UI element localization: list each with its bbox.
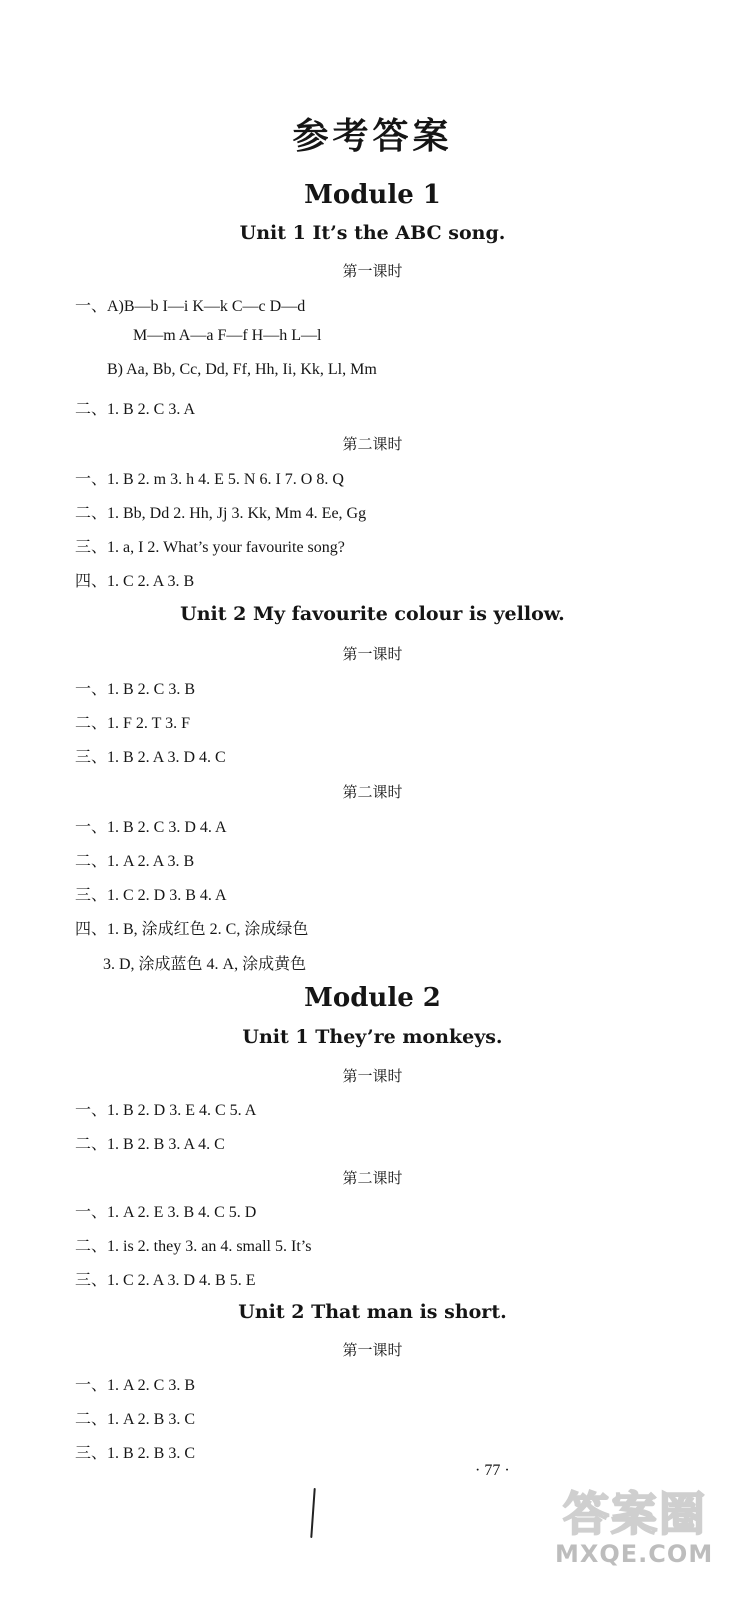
watermark-word: 答案圈	[563, 1487, 707, 1541]
answer-line: 三、1. C 2. D 3. B 4. A	[75, 887, 227, 904]
answer-line: 四、1. B, 涂成红色 2. C, 涂成绿色	[75, 921, 309, 938]
m2u2-lesson-1-heading: 第一课时	[342, 1341, 403, 1359]
module-2-heading: Module 2	[304, 983, 441, 1013]
answer-line: 二、1. Bb, Dd 2. Hh, Jj 3. Kk, Mm 4. Ee, Gg	[75, 505, 367, 522]
m2-unit-2-heading: Unit 2 That man is short.	[238, 1301, 507, 1323]
answer-line: 一、1. B 2. C 3. B	[75, 681, 196, 698]
m1u1-lesson-1-heading: 第一课时	[342, 262, 403, 280]
answer-line: 3. D, 涂成蓝色 4. A, 涂成黄色	[103, 956, 307, 973]
answer-line: 二、1. A 2. A 3. B	[75, 853, 195, 870]
answer-line: 二、1. is 2. they 3. an 4. small 5. It’s	[75, 1238, 312, 1255]
answer-line: 二、1. B 2. B 3. A 4. C	[75, 1136, 225, 1153]
m1u2-lesson-2-heading: 第二课时	[342, 783, 403, 801]
answer-line: 三、1. B 2. B 3. C	[75, 1445, 196, 1462]
answer-line: 二、1. F 2. T 3. F	[75, 715, 190, 732]
m1-unit-1-heading: Unit 1 It’s the ABC song.	[239, 222, 506, 244]
answer-line: B) Aa, Bb, Cc, Dd, Ff, Hh, Ii, Kk, Ll, Mm	[107, 361, 377, 378]
answer-line: 四、1. C 2. A 3. B	[75, 573, 195, 590]
watermark-logo	[555, 1478, 735, 1590]
page-number: · 77 ·	[475, 1462, 510, 1479]
answer-line: 二、1. A 2. B 3. C	[75, 1411, 196, 1428]
answer-line: 一、1. B 2. D 3. E 4. C 5. A	[75, 1102, 257, 1119]
answer-line: 三、1. a, I 2. What’s your favourite song?	[75, 539, 345, 556]
answer-line: M—m A—a F—f H—h L—l	[133, 327, 322, 344]
m2u1-lesson-1-heading: 第一课时	[342, 1067, 403, 1085]
answer-line: 一、1. A 2. E 3. B 4. C 5. D	[75, 1204, 257, 1221]
answer-line: 一、A)B—b I—i K—k C—c D—d	[75, 298, 306, 315]
answer-line: 二、1. B 2. C 3. A	[75, 401, 196, 418]
page-title: 参考答案	[292, 116, 453, 157]
m1-unit-2-heading: Unit 2 My favourite colour is yellow.	[180, 603, 565, 625]
answer-line: 一、1. B 2. C 3. D 4. A	[75, 819, 227, 836]
watermark-url: MXQE.COM	[555, 1540, 714, 1568]
m1u1-lesson-2-heading: 第二课时	[342, 435, 403, 453]
answer-line: 一、1. A 2. C 3. B	[75, 1377, 196, 1394]
m1u2-lesson-1-heading: 第一课时	[342, 645, 403, 663]
pen-stroke-mark	[310, 1488, 315, 1538]
m2u1-lesson-2-heading: 第二课时	[342, 1169, 403, 1187]
answer-line: 三、1. C 2. A 3. D 4. B 5. E	[75, 1272, 256, 1289]
m2-unit-1-heading: Unit 1 They’re monkeys.	[242, 1026, 503, 1048]
module-1-heading: Module 1	[304, 180, 441, 210]
answer-line: 一、1. B 2. m 3. h 4. E 5. N 6. I 7. O 8. Q	[75, 471, 344, 488]
answer-line: 三、1. B 2. A 3. D 4. C	[75, 749, 226, 766]
